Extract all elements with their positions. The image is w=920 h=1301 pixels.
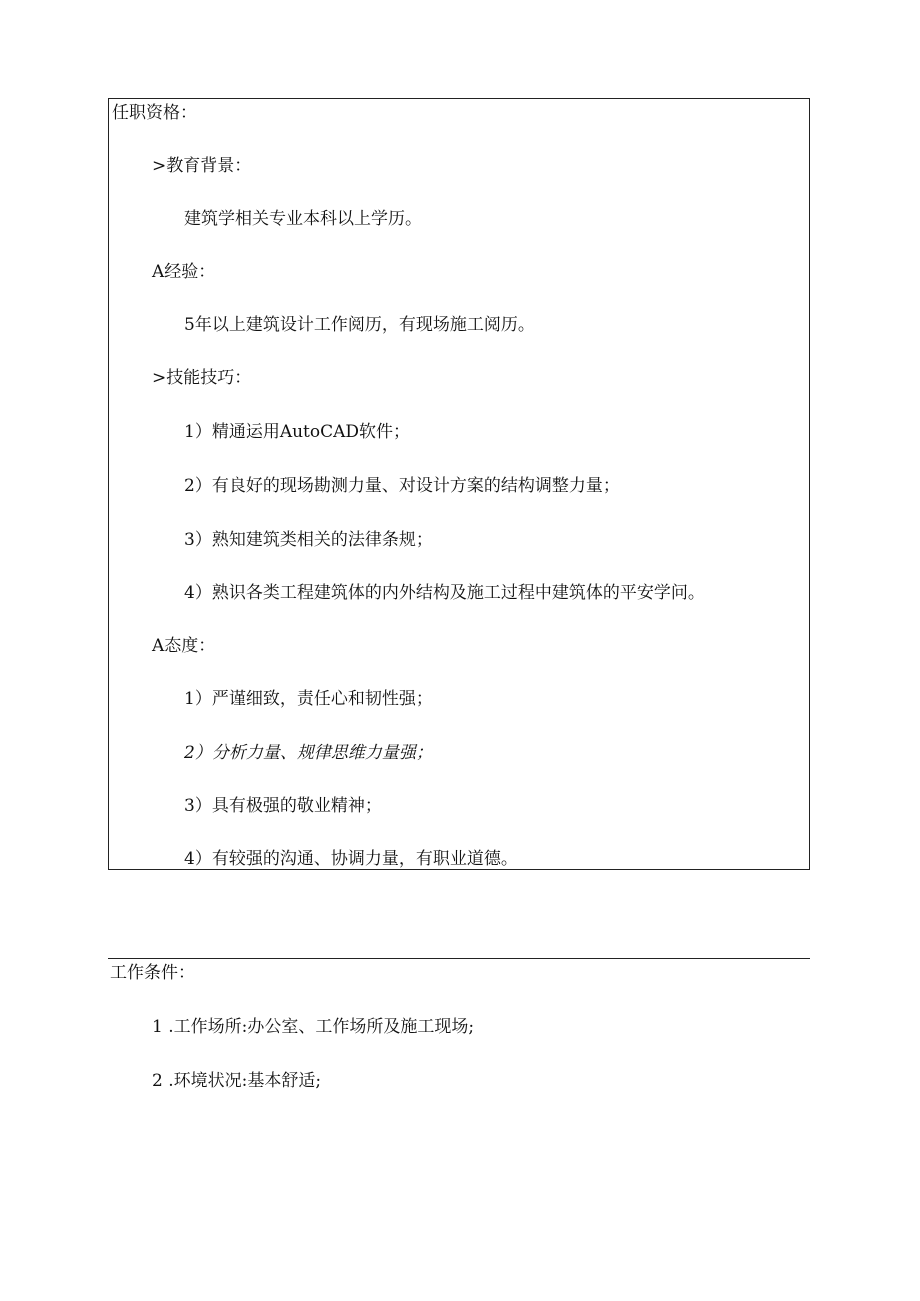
- attitude-item: 4）有较强的沟通、协调力量，有职业道德。: [184, 849, 518, 869]
- section-divider: [108, 958, 810, 959]
- skill-item: 2）有良好的现场勘测力量、对设计方案的结构调整力量；: [184, 476, 620, 496]
- condition-item: 2 .环境状况:基本舒适;: [152, 1071, 322, 1091]
- skill-item: 3）熟知建筑类相关的法律条规；: [184, 530, 433, 550]
- education-heading: >教育背景：: [152, 156, 252, 176]
- skills-heading: >技能技巧：: [152, 368, 252, 388]
- attitude-item: 2）分析力量、规律思维力量强；: [184, 743, 433, 763]
- skill-item: 1）精通运用AutoCAD软件；: [184, 422, 411, 442]
- conditions-title: 工作条件：: [110, 963, 195, 983]
- attitude-item: 3）具有极强的敬业精神；: [184, 796, 382, 816]
- attitude-heading: A态度：: [152, 636, 216, 656]
- skill-item: 4）熟识各类工程建筑体的内外结构及施工过程中建筑体的平安学问。: [184, 583, 705, 603]
- condition-item: 1 .工作场所:办公室、工作场所及施工现场;: [152, 1017, 475, 1037]
- experience-heading: A经验：: [152, 262, 216, 282]
- attitude-item: 1）严谨细致，责任心和韧性强；: [184, 689, 433, 709]
- qualifications-title: 任职资格：: [112, 103, 197, 123]
- experience-text: 5年以上建筑设计工作阅历，有现场施工阅历。: [184, 315, 535, 335]
- education-text: 建筑学相关专业本科以上学历。: [184, 209, 422, 229]
